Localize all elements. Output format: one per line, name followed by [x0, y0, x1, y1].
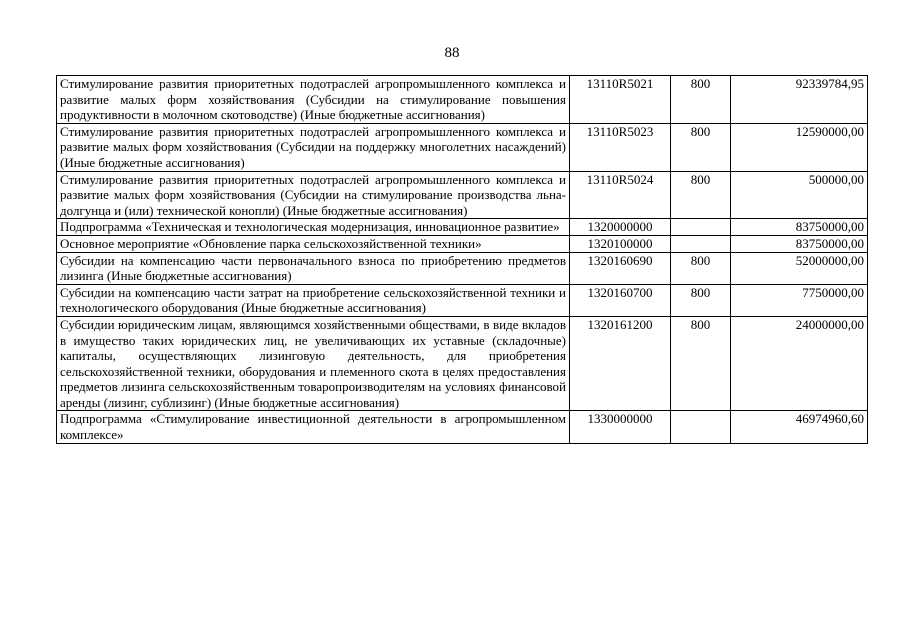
row-expense-type: 800	[671, 76, 731, 124]
row-amount: 83750000,00	[731, 219, 868, 236]
row-expense-type	[671, 411, 731, 443]
table-row	[57, 76, 868, 124]
row-name: Субсидии на компенсацию части затрат на приобретение сельскохозяйственной техники и технологического оборудования (Иные бюджетные ассигнования)	[57, 284, 570, 316]
row-code: 13110R5024	[570, 171, 671, 219]
row-code: 1320160690	[570, 252, 671, 284]
row-code: 1320161200	[570, 316, 671, 411]
row-amount: 52000000,00	[731, 252, 868, 284]
budget-table	[56, 75, 868, 444]
row-code: 1320100000	[570, 235, 671, 252]
row-name: Основное мероприятие «Обновление парка сельскохозяйственной техники»	[57, 235, 570, 252]
row-name: Субсидии юридическим лицам, являющимся хозяйственными обществами, в виде вкладов в имущество таких юридических лиц, не увеличивающих их уставные (складочные) капиталы, осуществляющих лизинговую деятельность, для приобретения сельскохозяйственной техники, оборудования и племенного скота в целях предоставления предметов лизинга сельскохозяйственным товаропроизводителям на условиях финансовой аренды (лизинг, сублизинг) (Иные бюджетные ассигнования)	[57, 316, 570, 411]
row-amount: 500000,00	[731, 171, 868, 219]
row-name: Стимулирование развития приоритетных подотраслей агропромышленного комплекса и развитие малых форм хозяйствования (Субсидии на стимулирование производства льна-долгунца и (или) технической конопли) (Иные бюджетные ассигнования)	[57, 171, 570, 219]
table-row	[57, 284, 868, 316]
page-number: 88	[444, 45, 460, 61]
row-code: 1330000000	[570, 411, 671, 443]
row-amount: 46974960,60	[731, 411, 868, 443]
row-expense-type: 800	[671, 316, 731, 411]
row-expense-type: 800	[671, 123, 731, 171]
row-name: Подпрограмма «Стимулирование инвестиционной деятельности в агропромышленном комплексе»	[57, 411, 570, 443]
row-expense-type: 800	[671, 284, 731, 316]
row-amount: 24000000,00	[731, 316, 868, 411]
table-row	[57, 316, 868, 411]
row-code: 13110R5021	[570, 76, 671, 124]
row-code: 1320000000	[570, 219, 671, 236]
row-expense-type: 800	[671, 252, 731, 284]
row-expense-type: 800	[671, 171, 731, 219]
table-row	[57, 171, 868, 219]
row-name: Стимулирование развития приоритетных подотраслей агропромышленного комплекса и развитие малых форм хозяйствования (Субсидии на поддержку многолетних насаждений) (Иные бюджетные ассигнования)	[57, 123, 570, 171]
row-amount: 83750000,00	[731, 235, 868, 252]
table-row	[57, 252, 868, 284]
table-row	[57, 411, 868, 443]
table-row	[57, 235, 868, 252]
row-code: 1320160700	[570, 284, 671, 316]
row-code: 13110R5023	[570, 123, 671, 171]
row-expense-type	[671, 235, 731, 252]
table-row	[57, 123, 868, 171]
row-name: Субсидии на компенсацию части первоначального взноса по приобретению предметов лизинга (Иные бюджетные ассигнования)	[57, 252, 570, 284]
row-amount: 7750000,00	[731, 284, 868, 316]
row-name: Подпрограмма «Техническая и технологическая модернизация, инновационное развитие»	[57, 219, 570, 236]
row-name: Стимулирование развития приоритетных подотраслей агропромышленного комплекса и развитие малых форм хозяйствования (Субсидии на стимулирование повышения продуктивности в молочном скотоводстве) (Иные бюджетные ассигнования)	[57, 76, 570, 124]
row-amount: 92339784,95	[731, 76, 868, 124]
row-amount: 12590000,00	[731, 123, 868, 171]
row-expense-type	[671, 219, 731, 236]
table-row	[57, 219, 868, 236]
